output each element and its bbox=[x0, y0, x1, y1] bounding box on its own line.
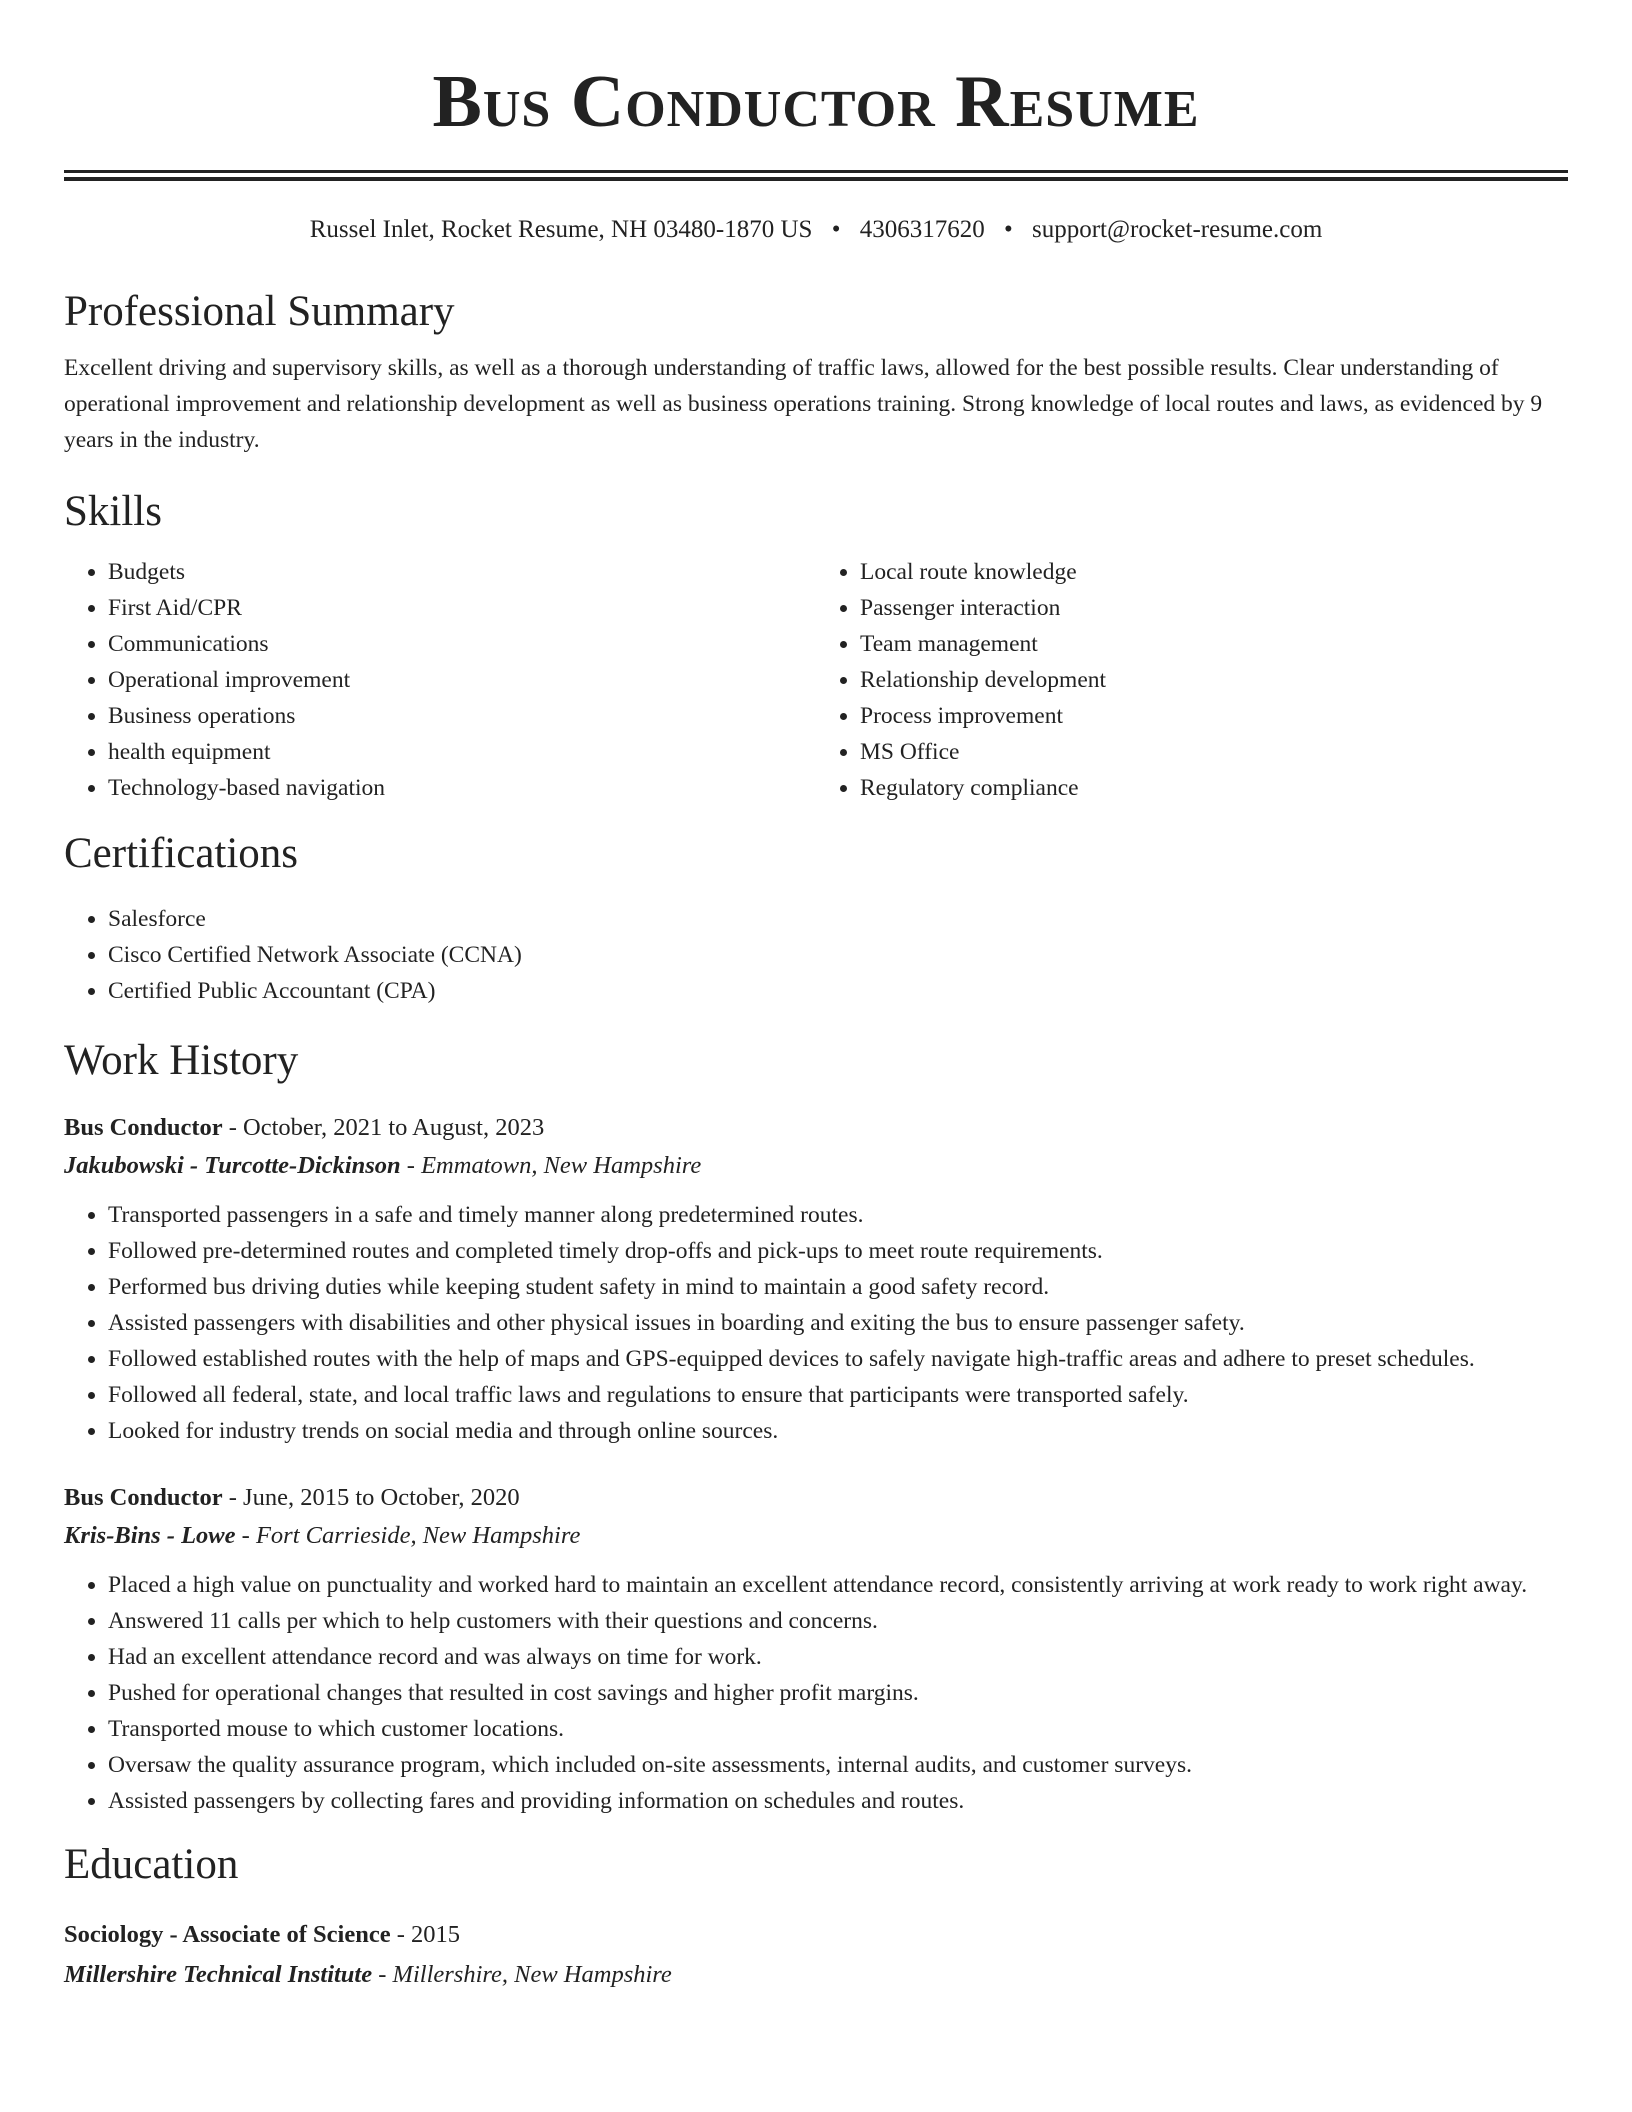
skills-list-right bbox=[816, 554, 1568, 806]
education-school: Millershire Technical Institute bbox=[64, 1961, 373, 1988]
certification-item: • Cisco Certified Network Associate (CCNA) bbox=[108, 937, 1568, 973]
job-bullet: • Had an excellent attendance record and was always on time for work. bbox=[108, 1639, 1568, 1675]
job-location: Fort Carrieside, New Hampshire bbox=[255, 1522, 581, 1549]
dash-separator: - bbox=[390, 1921, 412, 1948]
contact-phone: 4306317620 bbox=[859, 216, 985, 243]
job-bullet: • Followed established routes with the help of maps and GPS-equipped devices to safely navigate high-traffic areas and adhere to preset schedules. bbox=[108, 1341, 1568, 1377]
skills-heading: Skills bbox=[64, 488, 162, 535]
job-company: Jakubowski - Turcotte-Dickinson bbox=[64, 1152, 401, 1179]
job-dates: October, 2021 to August, 2023 bbox=[243, 1114, 545, 1141]
resume-title: Bus Conductor Resume bbox=[432, 61, 1200, 143]
education-location: Millershire, New Hampshire bbox=[392, 1961, 672, 1988]
job-bullet: • Placed a high value on punctuality and worked hard to maintain an excellent attendance record, consistently arriving at work ready to work right away. bbox=[108, 1567, 1568, 1603]
job-bullets bbox=[64, 1567, 1568, 1819]
skill-item: • health equipment bbox=[108, 734, 816, 770]
dash-separator: - bbox=[372, 1961, 393, 1988]
job-company-line bbox=[64, 1147, 1568, 1185]
job-title-line bbox=[64, 1479, 1568, 1517]
certification-item: • Salesforce bbox=[108, 901, 1568, 937]
summary-text: Excellent driving and supervisory skills, as well as a thorough understanding of traffic laws, allowed for the best possible results. Clear understanding of operational improvement and relationship development as well as business operations training. Strong knowledge of local routes and laws, as evidenced by 9 years in the industry. bbox=[64, 355, 1543, 453]
contact-address: Russel Inlet, Rocket Resume, NH 03480-1870 US bbox=[309, 216, 813, 243]
skill-item: • MS Office bbox=[860, 734, 1568, 770]
skill-item: • Budgets bbox=[108, 554, 816, 590]
skill-item: • Operational improvement bbox=[108, 662, 816, 698]
certifications-heading: Certifications bbox=[64, 830, 299, 877]
skill-item: • Regulatory compliance bbox=[860, 770, 1568, 806]
job-bullet: • Assisted passengers with disabilities and other physical issues in boarding and exiting the bus to ensure passenger safety. bbox=[108, 1305, 1568, 1341]
job-bullet: • Answered 11 calls per which to help customers with their questions and concerns. bbox=[108, 1603, 1568, 1639]
job-bullet: • Assisted passengers by collecting fares and providing information on schedules and routes. bbox=[108, 1783, 1568, 1819]
education-degree-line bbox=[64, 1915, 1568, 1955]
job-bullet: • Looked for industry trends on social media and through online sources. bbox=[108, 1413, 1568, 1449]
dash-separator: - bbox=[222, 1114, 244, 1141]
certifications-list bbox=[64, 901, 1568, 1009]
education-degree: Sociology - Associate of Science bbox=[64, 1921, 391, 1948]
job-company: Kris-Bins - Lowe bbox=[64, 1522, 236, 1549]
job-title-line bbox=[64, 1109, 1568, 1147]
skill-item: • Local route knowledge bbox=[860, 554, 1568, 590]
education-heading: Education bbox=[64, 1841, 239, 1888]
skill-item: • Team management bbox=[860, 626, 1568, 662]
job-location: Emmatown, New Hampshire bbox=[421, 1152, 702, 1179]
job-bullet: • Transported passengers in a safe and timely manner along predetermined routes. bbox=[108, 1197, 1568, 1233]
skill-item: • Business operations bbox=[108, 698, 816, 734]
education-school-line bbox=[64, 1955, 1568, 1995]
job-bullet: • Pushed for operational changes that resulted in cost savings and higher profit margins. bbox=[108, 1675, 1568, 1711]
dash-separator: - bbox=[222, 1484, 244, 1511]
job-entry bbox=[64, 1109, 1568, 1449]
job-entry bbox=[64, 1479, 1568, 1819]
job-bullet: • Followed pre-determined routes and completed timely drop-offs and pick-ups to meet route requirements. bbox=[108, 1233, 1568, 1269]
dash-separator: - bbox=[400, 1152, 422, 1179]
work-history-heading: Work History bbox=[64, 1037, 299, 1084]
contact-email: support@rocket-resume.com bbox=[1031, 216, 1323, 243]
skills-list-left bbox=[64, 554, 816, 806]
contact-separator: • bbox=[831, 216, 841, 243]
summary-heading: Professional Summary bbox=[64, 288, 455, 335]
job-bullets bbox=[64, 1197, 1568, 1449]
job-dates: June, 2015 to October, 2020 bbox=[243, 1484, 520, 1511]
job-bullet: • Transported mouse to which customer locations. bbox=[108, 1711, 1568, 1747]
education-year: 2015 bbox=[411, 1921, 461, 1948]
job-bullet: • Performed bus driving duties while keeping student safety in mind to maintain a good safety record. bbox=[108, 1269, 1568, 1305]
job-title: Bus Conductor bbox=[64, 1484, 223, 1511]
skill-item: • Communications bbox=[108, 626, 816, 662]
job-bullet: • Oversaw the quality assurance program, which included on-site assessments, internal audits, and customer surveys. bbox=[108, 1747, 1568, 1783]
skill-item: • Technology-based navigation bbox=[108, 770, 816, 806]
skills-columns bbox=[64, 554, 1568, 806]
skill-item: • First Aid/CPR bbox=[108, 590, 816, 626]
contact-line bbox=[64, 214, 1568, 246]
job-bullet: • Followed all federal, state, and local traffic laws and regulations to ensure that participants were transported safely. bbox=[108, 1377, 1568, 1413]
skill-item: • Process improvement bbox=[860, 698, 1568, 734]
job-company-line bbox=[64, 1517, 1568, 1555]
skill-item: • Relationship development bbox=[860, 662, 1568, 698]
job-title: Bus Conductor bbox=[64, 1114, 223, 1141]
contact-separator: • bbox=[1003, 216, 1013, 243]
title-double-rule bbox=[64, 170, 1568, 181]
skill-item: • Passenger interaction bbox=[860, 590, 1568, 626]
dash-separator: - bbox=[235, 1522, 256, 1549]
certification-item: • Certified Public Accountant (CPA) bbox=[108, 973, 1568, 1009]
